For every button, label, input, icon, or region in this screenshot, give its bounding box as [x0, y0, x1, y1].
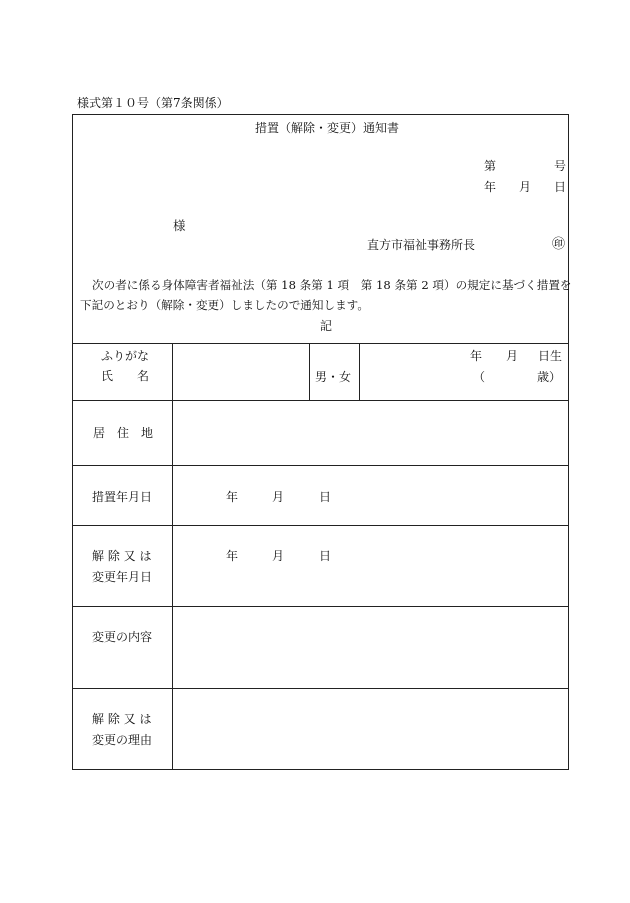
birth-year: 年 — [470, 349, 483, 363]
age-open: （ — [473, 370, 486, 384]
cancel-date-label-2: 変更年月日 — [92, 570, 153, 584]
date-day: 日 — [554, 180, 567, 194]
date-month: 月 — [519, 180, 532, 194]
age-close: 歳） — [537, 370, 562, 384]
measure-date-label: 措置年月日 — [92, 490, 153, 504]
cancel-month: 月 — [272, 549, 285, 563]
reason-label-1: 解 除 又 は — [92, 712, 152, 726]
form-number-label: 様式第１０号（第7条関係） — [77, 96, 229, 110]
body-line-2: 下記のとおり（解除・変更）しましたので通知します。 — [80, 298, 369, 312]
number-prefix: 第 — [484, 159, 497, 173]
measure-year: 年 — [226, 490, 239, 504]
gender-column-rule — [359, 343, 360, 400]
cancel-day: 日 — [319, 549, 332, 563]
number-suffix: 号 — [554, 159, 567, 173]
ki-mark: 記 — [320, 319, 333, 333]
name-label: 氏 名 — [101, 369, 150, 383]
reason-field[interactable] — [173, 689, 568, 769]
body-line-1: 次の者に係る身体障害者福祉法（第 18 条第 1 項 第 18 条第 2 項）の規定に基づく措置を — [92, 278, 572, 292]
header-bottom-rule — [73, 343, 568, 344]
row-rule-measure — [73, 465, 568, 466]
birth-day: 日生 — [538, 349, 563, 363]
address-field[interactable] — [173, 401, 568, 465]
issuer-name: 直方市福祉事務所長 — [367, 238, 476, 252]
birth-month: 月 — [506, 349, 519, 363]
change-content-label: 変更の内容 — [92, 630, 153, 644]
address-label: 居 住 地 — [93, 426, 154, 440]
seal-mark: ㊞ — [552, 237, 566, 252]
measure-month: 月 — [272, 490, 285, 504]
row-rule-cancel — [73, 525, 568, 526]
name-column-rule — [309, 343, 310, 400]
gender-options: 男・女 — [315, 370, 352, 384]
date-year: 年 — [484, 180, 497, 194]
furigana-label: ふりがな — [101, 349, 150, 363]
measure-day: 日 — [319, 490, 332, 504]
cancel-date-label-1: 解 除 又 は — [92, 549, 152, 563]
change-content-field[interactable] — [173, 607, 568, 688]
reason-label-2: 変更の理由 — [92, 733, 153, 747]
name-field[interactable] — [173, 344, 309, 400]
document-title: 措置（解除・変更）通知書 — [255, 121, 400, 135]
notice-form — [72, 114, 572, 770]
cancel-year: 年 — [226, 549, 239, 563]
addressee-honorific: 様 — [173, 218, 186, 233]
